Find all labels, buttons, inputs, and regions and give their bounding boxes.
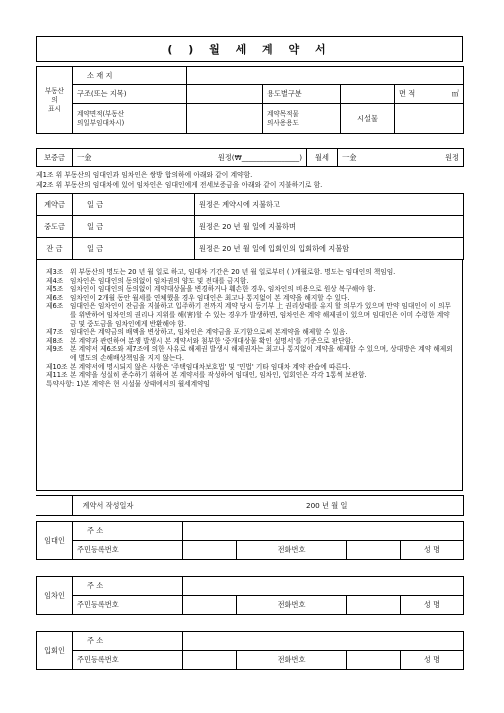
address-label: 주 소 — [73, 522, 183, 541]
area-unit: ㎡ — [451, 89, 459, 98]
id-field[interactable] — [183, 596, 237, 615]
article-item — [46, 371, 454, 380]
payment-desc-balance: 원정은 20 년 월 일에 입회인의 입회하에 지불함 — [195, 238, 464, 260]
payment-label-balance: 잔 금 — [37, 238, 73, 260]
special-terms: 특약사항: 1)본 계약은 현 시설물 상태에서의 월세계약임 — [46, 379, 210, 388]
contract-area-field[interactable] — [187, 104, 263, 134]
article-number: 제6조 — [46, 302, 64, 311]
article-text: 본 계약서 제6조와 제7조에 의한 사유로 해제권 발생시 해제권자는 최고나 통지없이 계약을 해제할 수 있으며, 상대방은 계약 해제외에 별도의 손해배상책임을 지지 않는다. — [70, 345, 453, 362]
id-label: 주민등록번호 — [73, 651, 183, 670]
location-field[interactable] — [187, 67, 464, 85]
article-item — [46, 285, 454, 294]
purpose-label: 계약목적물 의사용용도 — [263, 104, 341, 134]
id-label: 주민등록번호 — [73, 596, 183, 615]
location-label: 소 재 지 — [73, 67, 187, 85]
name-label: 성 명 — [401, 541, 464, 560]
party-label: 임차인 — [37, 577, 73, 615]
monthly-label: 월세 — [307, 149, 338, 167]
phone-field[interactable] — [347, 651, 401, 670]
article-number: 제11조 — [46, 371, 68, 380]
top-clauses — [36, 170, 463, 190]
name-label: 성 명 — [401, 651, 464, 670]
phone-label: 전화번호 — [237, 651, 347, 670]
property-table — [36, 66, 464, 134]
property-section-label: 부동산 의 표시 — [37, 67, 73, 134]
deposit-prefix: 一金 — [77, 152, 92, 162]
payment-desc-middle: 원정은 20 년 월 일에 지불하며 — [195, 216, 464, 238]
payment-table — [36, 193, 464, 260]
article-text: 임대인은 임차인이 잔금을 지불하고 입주하기 전까지 계약 당시 등기부 上 권리상태를 유지 할 의무가 있으며 만약 임대인이 이 의무를 위반하여 임차인의 권리나 지위를 해(害)할 수 있는 경우가 발생하면, 임차인은 계약 해제권이 있으며 임대인은 이미 수령한 계약금 및 중도금을 임차인에게 반환해야 함. — [70, 302, 451, 328]
article-item — [46, 328, 454, 337]
deposit-label: 보증금 — [37, 149, 73, 167]
deposit-amount-field[interactable] — [73, 149, 307, 167]
article-item — [46, 268, 454, 277]
articles-box — [36, 259, 463, 491]
payment-amount-middle[interactable]: 일 금 — [73, 216, 195, 238]
clause-1: 제1조 위 부동산의 임대인과 임차인은 쌍방 합의하에 아래와 같이 계약함. — [36, 171, 253, 179]
deposit-table — [36, 148, 464, 167]
phone-label: 전화번호 — [237, 596, 347, 615]
facility-label: 시설물 — [341, 104, 395, 134]
party-spacer — [37, 560, 464, 577]
article-item — [46, 345, 454, 362]
address-field[interactable] — [183, 577, 464, 596]
party-spacer — [37, 615, 464, 632]
phone-field[interactable] — [347, 596, 401, 615]
use-label: 용도별구분 — [263, 85, 341, 104]
address-label: 주 소 — [73, 577, 183, 596]
payment-amount-deposit[interactable]: 일 금 — [73, 194, 195, 216]
party-table — [36, 521, 464, 670]
id-label: 주민등록번호 — [73, 541, 183, 560]
article-text: 임차인이 임대인의 동의없이 계약대상물을 변경하거나 훼손한 경우, 임차인의 비용으로 원상 복구해야 함. — [70, 285, 376, 294]
document-title: ( ) 월 세 계 약 서 — [36, 36, 463, 62]
article-number: 제7조 — [46, 328, 64, 337]
article-item — [46, 277, 454, 286]
address-field[interactable] — [183, 522, 464, 541]
monthly-won: 원정 — [445, 152, 459, 162]
article-number: 제3조 — [46, 268, 64, 276]
name-label: 성 명 — [401, 596, 464, 615]
payment-desc-deposit: 원정은 계약시에 지불하고 — [195, 194, 464, 216]
clause-2: 제2조 위 부동산의 임대차에 있어 임차인은 임대인에게 전세보증금을 아래와 같이 지불하기로 함. — [36, 181, 323, 189]
area-cell — [395, 85, 464, 104]
structure-label: 구조(또는 지목) — [73, 85, 187, 104]
monthly-amount-field[interactable] — [338, 149, 464, 167]
article-text: 임차인은 임대인의 동의없이 임차권의 양도 및 전대를 금지함. — [70, 276, 249, 285]
deposit-won: 원정(₩________________) — [217, 152, 302, 162]
facility-field[interactable] — [395, 104, 464, 134]
article-number: 제10조 — [46, 362, 68, 371]
id-field[interactable] — [183, 541, 237, 560]
party-label: 임대인 — [37, 522, 73, 560]
signature-table — [36, 495, 464, 516]
monthly-prefix: 一金 — [342, 152, 357, 162]
article-text: 임대인은 계약금의 배액을 변상하고, 임차인은 계약금을 포기함으로써 본계약을 해제할 수 있음. — [70, 328, 348, 337]
address-label: 주 소 — [73, 632, 183, 651]
article-number: 제9조 — [46, 345, 64, 354]
contract-area-label: 계약면적(부동산 의일부임대차시) — [73, 104, 187, 134]
articles-list — [46, 268, 454, 380]
party-label: 입회인 — [37, 632, 73, 670]
use-field[interactable] — [341, 85, 395, 104]
article-number: 제8조 — [46, 336, 64, 345]
date-row — [72, 496, 463, 516]
payment-label-deposit: 계약금 — [37, 194, 73, 216]
address-field[interactable] — [183, 632, 464, 651]
id-field[interactable] — [183, 651, 237, 670]
area-label: 면 적 — [399, 89, 416, 98]
date-value[interactable]: 200 년 월 일 — [306, 500, 348, 510]
article-text: 본 계약을 성실히 준수하기 위하여 본 계약서를 작성하여 임대인, 임차인, 입회인은 각각 1통씩 보관함. — [70, 371, 367, 380]
article-number: 제5조 — [46, 285, 64, 294]
article-number: 제4조 — [46, 276, 64, 285]
phone-label: 전화번호 — [237, 541, 347, 560]
article-text: 본 계약과 관련하여 분쟁 발생시 본 계약서와 첨부한 '중개대상물 확인 설명서'를 기준으로 판단함. — [70, 336, 354, 345]
article-text: 임차인이 2개월 동안 월세를 연체했을 경우 임대인은 최고나 통지없이 본 계약을 해지할 수 있다. — [70, 293, 350, 302]
article-text: 위 부동산의 명도는 20 년 월 일로 하고, 임대차 기간은 20 년 월 일로부터 ( )개월로함. 명도는 임대인의 책임임. — [70, 268, 396, 276]
phone-field[interactable] — [347, 541, 401, 560]
payment-amount-balance[interactable]: 일 금 — [73, 238, 195, 260]
article-item — [46, 302, 454, 328]
article-item — [46, 363, 454, 372]
date-label: 계약서 작성일자 — [82, 500, 134, 510]
article-text: 본 계약서에 명시되지 않은 사항은 '주택임대차보호법' 및 '민법' 기타 임대차 계약 관습에 따른다. — [70, 362, 351, 371]
article-number: 제6조 — [46, 293, 64, 302]
payment-label-middle: 중도금 — [37, 216, 73, 238]
structure-field[interactable] — [187, 85, 263, 104]
